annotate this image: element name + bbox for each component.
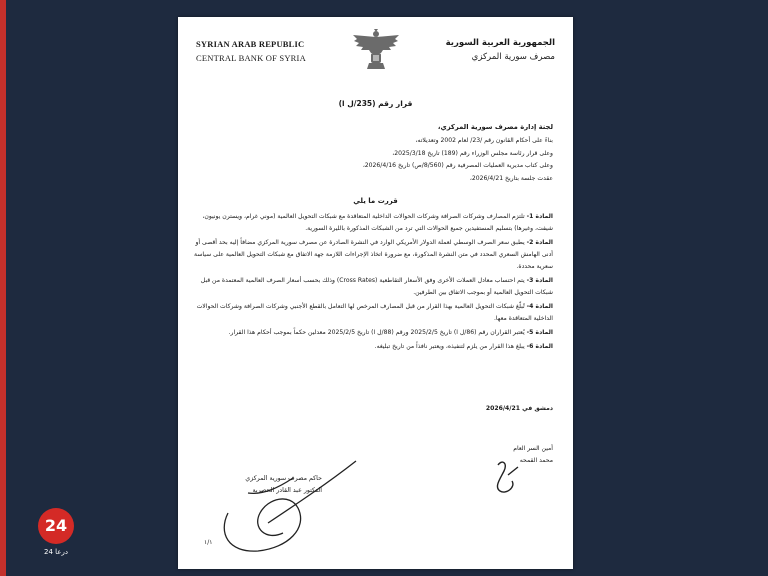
place-date xyxy=(486,403,553,415)
article-text: تُبلّغ شبكات التحويل العالمية بهذا القرار من قبل المصارف المرخص لها التعامل بالقطع الأجنبي وشركات الصرافة وشركات الحوالات الداخلية المتعاقدة معها. xyxy=(196,303,553,322)
secretary-title: أمين السر العام xyxy=(513,445,553,452)
governor-name: الدكتور عبد القادر الحصرية xyxy=(252,487,322,494)
article-label: المادة 2- xyxy=(526,239,553,246)
article-3 xyxy=(193,275,553,299)
governor-title: حاكم مصرف سورية المركزي xyxy=(245,475,322,482)
header-english xyxy=(196,37,306,65)
committee-heading: لجنة إدارة مصرف سورية المركزي، xyxy=(437,123,553,131)
article-5 xyxy=(193,327,553,339)
eagle-emblem-icon xyxy=(351,29,401,73)
place: دمشق في xyxy=(522,405,553,412)
governor-signature xyxy=(208,453,358,563)
article-2 xyxy=(193,237,553,273)
secretary-signature xyxy=(490,457,524,497)
header-ar-bank: مصرف سورية المركزي xyxy=(471,52,555,62)
preamble xyxy=(198,135,553,185)
preamble-line: وعلى كتاب مديرية العمليات المصرفية رقم (8/560/ص) تاريخ 2026/4/16، xyxy=(362,162,553,169)
preamble-line: عقدت جلسة بتاريخ 2026/4/21، xyxy=(469,174,553,182)
page-number: ١/١ xyxy=(204,539,213,546)
date: 2026/4/21 xyxy=(485,405,520,412)
preamble-line: وعلى قرار رئاسة مجلس الوزراء رقم (189) تاريخ 2025/3/18، xyxy=(392,149,553,157)
secretary-name: محمد القمحه xyxy=(519,457,553,464)
article-text: يطبق سعر الصرف الوسطي لعملة الدولار الأمريكي الوارد في النشرة الصادرة عن مصرف سورية المركزي مضافاً إليه بحد أقصى أو أدنى الهامش السعري المحدد في متن النشرة المذكورة، مع ضرورة اتخاذ الإجراءات اللازمة جهة الاتفاق مع شبكات التحويل العالمية على سياسة سعرية محددة. xyxy=(194,239,553,270)
header-arabic xyxy=(446,36,555,64)
document-page xyxy=(178,17,573,569)
header-ar-country: الجمهورية العربية السورية xyxy=(445,38,555,48)
channel-logo: 24 xyxy=(38,508,74,544)
article-1 xyxy=(193,211,553,235)
article-text: يتم احتساب معادل العملات الأخرى وفق الأسعار التقاطعية (Cross Rates) وذلك بحسب أسعار الصرف العالمية المعتمدة من قبل شبكات التحويل العالمية أو بموجب الاتفاق بين الطرفين. xyxy=(200,277,553,296)
article-label: المادة 3- xyxy=(526,277,553,284)
article-text: تلتزم المصارف وشركات الصرافة وشركات الحوالات الداخلية المتعاقدة مع شبكات التحويل العالمية (موني غرام، ويسترن يونيون، شيفت، وغيرها) بتسليم المستفيدين جميع الحوالات التي ترد من الشبكات المذكورة بالليرة السورية. xyxy=(202,213,553,232)
channel-logo-caption: درعا 24 xyxy=(44,548,68,556)
article-6 xyxy=(193,341,553,353)
preamble-line: بناءً على أحكام القانون رقم /23/ لعام 2002 وتعديلاته، xyxy=(415,137,553,144)
article-text: يبلغ هذا القرار من يلزم لتنفيذه، ويعتبر نافذاً من تاريخ تبليغه. xyxy=(374,343,525,350)
article-label: المادة 6- xyxy=(526,343,553,350)
article-4 xyxy=(193,301,553,325)
article-label: المادة 1- xyxy=(526,213,553,220)
article-label: المادة 4- xyxy=(526,303,553,310)
decision-number: قرار رقم (235/ل ا) xyxy=(338,99,413,108)
articles-list xyxy=(193,211,553,355)
decided-heading: قررت ما يلي xyxy=(353,197,398,205)
left-accent-bar xyxy=(0,0,6,576)
article-text: يُعتبر القراران رقم (86/ل ا) تاريخ 2025/2/5 ورقم (88/ل ا) تاريخ 2025/2/5 معدلين حكماً بموجب أحكام هذا القرار. xyxy=(228,329,525,336)
article-label: المادة 5- xyxy=(526,329,553,336)
header-en-country: SYRIAN ARAB REPUBLIC xyxy=(196,39,305,49)
header-en-bank: CENTRAL BANK OF SYRIA xyxy=(196,53,306,63)
